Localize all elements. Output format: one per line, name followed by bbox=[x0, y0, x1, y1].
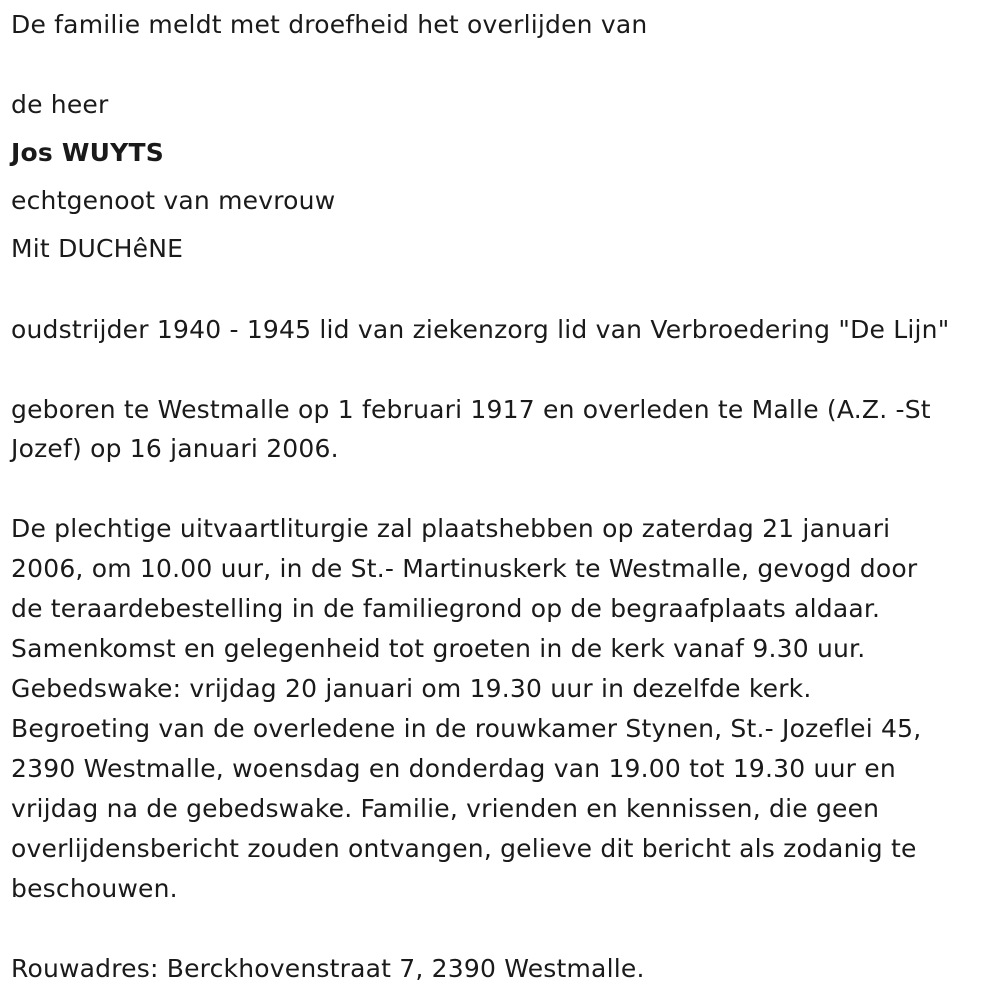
birth-death-line: Jozef) op 16 januari 2006. bbox=[11, 434, 339, 463]
birth-death-line: geboren te Westmalle op 1 februari 1917 en overleden te Malle (A.Z. -St bbox=[11, 395, 931, 424]
relation-text: echtgenoot van mevrouw bbox=[11, 186, 336, 215]
funeral-line: 2006, om 10.00 uur, in de St.- Martinuskerk te Westmalle, gevogd door bbox=[11, 554, 918, 583]
funeral-line: beschouwen. bbox=[11, 874, 178, 903]
funeral-line: 2390 Westmalle, woensdag en donderdag van 19.00 tot 19.30 uur en bbox=[11, 754, 896, 783]
funeral-line: Gebedswake: vrijdag 20 januari om 19.30 uur in dezelfde kerk. bbox=[11, 674, 812, 703]
funeral-line: Begroeting van de overledene in de rouwkamer Stynen, St.- Jozeflei 45, bbox=[11, 714, 922, 743]
funeral-line: overlijdensbericht zouden ontvangen, gelieve dit bericht als zodanig te bbox=[11, 834, 917, 863]
funeral-line: Samenkomst en gelegenheid tot groeten in de kerk vanaf 9.30 uur. bbox=[11, 634, 866, 663]
mourning-address: Rouwadres: Berckhovenstraat 7, 2390 Westmalle. bbox=[11, 954, 645, 983]
affiliations-text: oudstrijder 1940 - 1945 lid van ziekenzorg lid van Verbroedering "De Lijn" bbox=[11, 315, 950, 344]
funeral-line: De plechtige uitvaartliturgie zal plaatshebben op zaterdag 21 januari bbox=[11, 514, 891, 543]
funeral-line: vrijdag na de gebedswake. Familie, vrienden en kennissen, die geen bbox=[11, 794, 880, 823]
spouse-name: Mit DUCHêNE bbox=[11, 234, 184, 263]
intro-text: De familie meldt met droefheid het overlijden van bbox=[11, 10, 648, 39]
funeral-line: de teraardebestelling in de familiegrond op de begraafplaats aldaar. bbox=[11, 594, 881, 623]
salutation: de heer bbox=[11, 90, 109, 119]
deceased-name: Jos WUYTS bbox=[11, 138, 164, 167]
